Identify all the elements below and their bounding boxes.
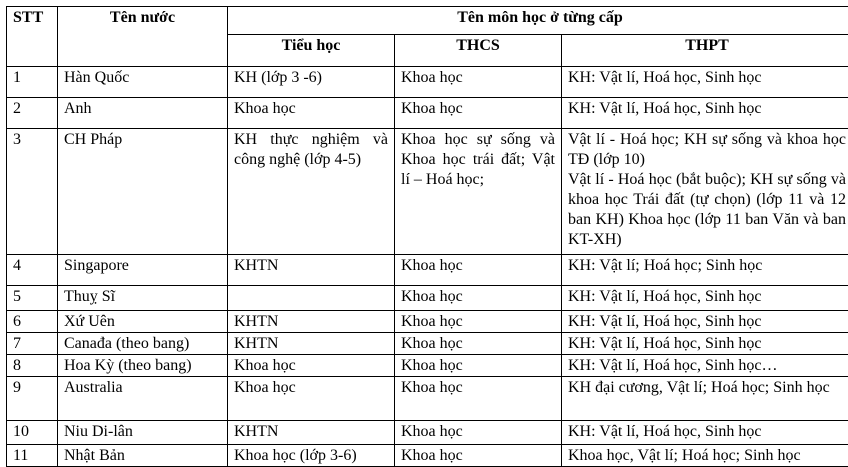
row-primary: KH (lớp 3 -6) xyxy=(228,67,395,98)
header-subjects: Tên môn học ở từng cấp xyxy=(228,7,848,35)
header-country: Tên nước xyxy=(58,7,228,67)
row-stt: 6 xyxy=(7,311,58,333)
row-primary: Khoa học xyxy=(228,377,395,421)
row-country: Anh xyxy=(58,98,228,129)
row-country: Canađa (theo bang) xyxy=(58,333,228,355)
row-thcs: Khoa học sự sống và Khoa học trái đất; Vật lí – Hoá học; xyxy=(395,129,562,255)
table-row xyxy=(7,333,848,355)
table-row xyxy=(7,311,848,333)
row-stt: 2 xyxy=(7,98,58,129)
row-stt: 4 xyxy=(7,255,58,286)
row-primary: KHTN xyxy=(228,255,395,286)
row-thpt: KH: Vật lí, Hoá học, Sinh học xyxy=(562,333,848,355)
header-primary: Tiểu học xyxy=(228,35,395,67)
row-thcs: Khoa học xyxy=(395,286,562,311)
row-primary: KHTN xyxy=(228,421,395,445)
row-country: Thuỵ Sĩ xyxy=(58,286,228,311)
row-primary: KHTN xyxy=(228,311,395,333)
row-thpt: KH đại cương, Vật lí; Hoá học; Sinh học xyxy=(562,377,848,421)
row-thpt: KH: Vật lí, Hoá học, Sinh học xyxy=(562,98,848,129)
row-primary xyxy=(228,286,395,311)
row-country: Singapore xyxy=(58,255,228,286)
row-country: Xứ Uên xyxy=(58,311,228,333)
table-row xyxy=(7,377,848,421)
row-stt: 11 xyxy=(7,445,58,467)
row-stt: 1 xyxy=(7,67,58,98)
row-country: Australia xyxy=(58,377,228,421)
table-row xyxy=(7,67,848,98)
table-row xyxy=(7,129,848,255)
table-row xyxy=(7,286,848,311)
row-stt: 9 xyxy=(7,377,58,421)
row-thcs: Khoa học xyxy=(395,67,562,98)
row-thpt: KH: Vật lí; Hoá học; Sinh học xyxy=(562,255,848,286)
row-thpt: KH: Vật lí, Hoá học, Sinh học xyxy=(562,67,848,98)
row-stt: 5 xyxy=(7,286,58,311)
row-thcs: Khoa học xyxy=(395,355,562,377)
row-thcs: Khoa học xyxy=(395,255,562,286)
row-thpt: Khoa học, Vật lí; Hoá học; Sinh học xyxy=(562,445,848,467)
table-row xyxy=(7,355,848,377)
row-country: Hàn Quốc xyxy=(58,67,228,98)
row-country: Hoa Kỳ (theo bang) xyxy=(58,355,228,377)
row-thpt xyxy=(562,129,848,255)
row-thpt: KH: Vật lí, Hoá học, Sinh học xyxy=(562,286,848,311)
table-row xyxy=(7,255,848,286)
row-thcs: Khoa học xyxy=(395,311,562,333)
row-thpt: KH: Vật lí, Hoá học, Sinh học… xyxy=(562,355,848,377)
row-thpt: KH: Vật lí, Hoá học, Sinh học xyxy=(562,311,848,333)
row-stt: 10 xyxy=(7,421,58,445)
row-stt: 8 xyxy=(7,355,58,377)
table-row xyxy=(7,445,848,467)
row-country: Niu Di-lân xyxy=(58,421,228,445)
row-primary: KH thực nghiệm và công nghệ (lớp 4-5) xyxy=(228,129,395,255)
thpt-line-2: Vật lí - Hoá học (bắt buộc); KH sự sống và khoa học Trái đất (tự chọn) (lớp 11 và 12 ban KH) Khoa học (lớp 11 ban Văn và ban KT-XH) xyxy=(568,170,846,250)
row-thcs: Khoa học xyxy=(395,377,562,421)
table-row xyxy=(7,98,848,129)
row-thcs: Khoa học xyxy=(395,445,562,467)
row-thcs: Khoa học xyxy=(395,421,562,445)
thpt-line-1: Vật lí - Hoá học; KH sự sống và khoa học TĐ (lớp 10) xyxy=(568,130,846,170)
row-thcs: Khoa học xyxy=(395,98,562,129)
header-lower-secondary: THCS xyxy=(395,35,562,67)
row-stt: 3 xyxy=(7,129,58,255)
row-primary: Khoa học (lớp 3-6) xyxy=(228,445,395,467)
subjects-table xyxy=(6,6,848,467)
row-primary: KHTN xyxy=(228,333,395,355)
row-country: CH Pháp xyxy=(58,129,228,255)
row-stt: 7 xyxy=(7,333,58,355)
row-primary: Khoa học xyxy=(228,98,395,129)
row-thcs: Khoa học xyxy=(395,333,562,355)
header-stt: STT xyxy=(7,7,58,67)
row-primary: Khoa học xyxy=(228,355,395,377)
table-row xyxy=(7,421,848,445)
header-upper-secondary: THPT xyxy=(562,35,848,67)
row-thpt: KH: Vật lí, Hoá học, Sinh học xyxy=(562,421,848,445)
row-country: Nhật Bản xyxy=(58,445,228,467)
